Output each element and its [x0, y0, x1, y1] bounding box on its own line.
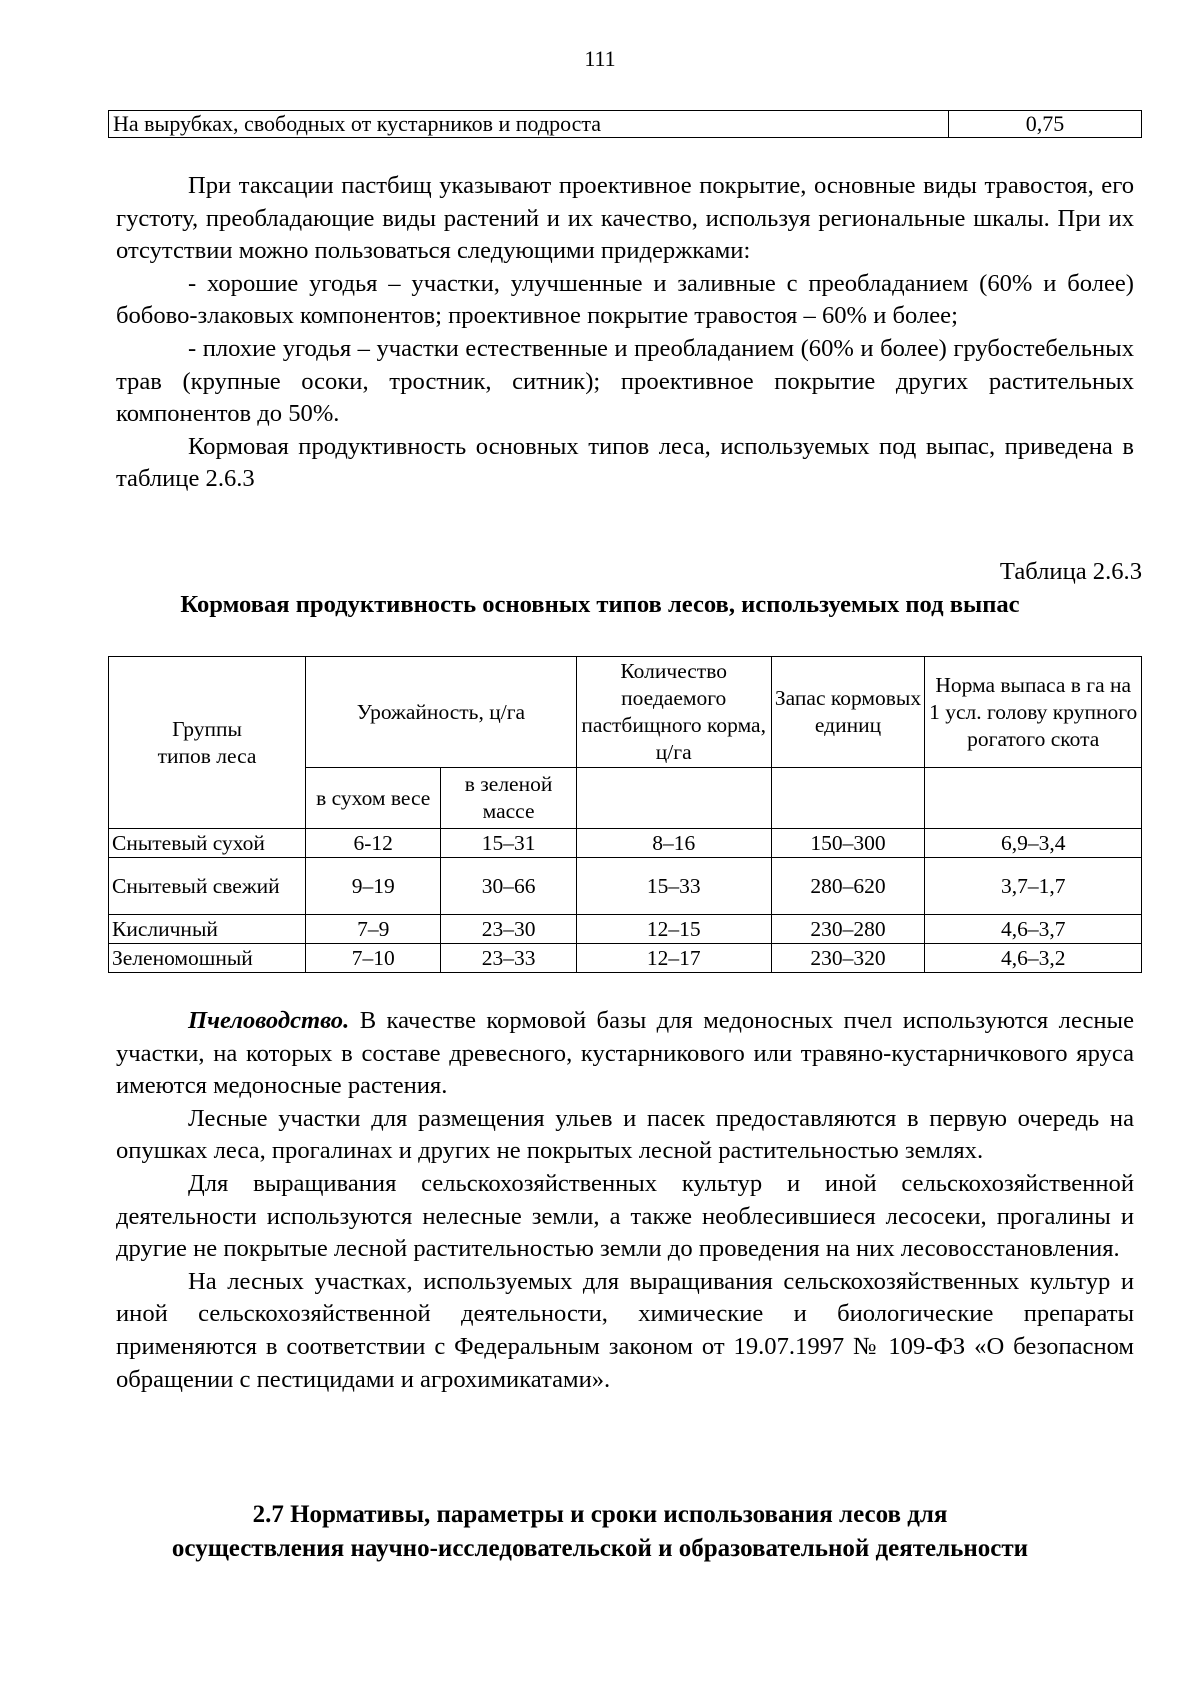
header-norm: Норма выпаса в га на 1 усл. голову крупного рогатого скота: [925, 657, 1142, 768]
forage-table: [108, 656, 1142, 973]
cell-amount: 12–17: [576, 944, 771, 973]
table-row: [109, 111, 1142, 138]
cell-norm: 4,6–3,2: [925, 944, 1142, 973]
table-header-row: [109, 657, 1142, 768]
section-heading-line: осуществления научно-исследовательской и образовательной деятельности: [171, 1535, 1029, 1562]
cell-group: Снытевый сухой: [109, 829, 306, 858]
header-group-line: типов леса: [157, 743, 257, 768]
table-caption: Таблица 2.6.3: [999, 558, 1142, 585]
cell-stock: 150–300: [771, 829, 925, 858]
cell-amount: 8–16: [576, 829, 771, 858]
body-text-2: [116, 1005, 1134, 1396]
cell-dry: 7–9: [306, 915, 441, 944]
header-empty: [771, 768, 925, 829]
beekeeping-text: В качестве кормовой базы для медоносных пчел используются лесные участки, на которых в составе древесного, кустарникового или травяно-кустарничкового яруса имеются медоносные растения.: [116, 1007, 1134, 1100]
cell-stock: 230–320: [771, 944, 925, 973]
cell-group: Снытевый свежий: [109, 858, 306, 915]
body-text-1: [116, 170, 1134, 496]
section-heading: [60, 1498, 1140, 1566]
cell-amount: 12–15: [576, 915, 771, 944]
table-title: Кормовая продуктивность основных типов лесов, используемых под выпас: [180, 591, 1020, 618]
header-green: в зеленой массе: [441, 768, 576, 829]
beekeeping-term: Пчеловодство.: [188, 1007, 350, 1034]
paragraph: Для выращивания сельскохозяйственных культур и иной сельскохозяйственной деятельности используются нелесные земли, а также необлесившиеся лесосеки, прогалины и другие не покрытые лесной растительностью земли до проведения на них лесовосстановления.: [116, 1169, 1134, 1263]
paragraph: На лесных участках, используемых для выращивания сельскохозяйственных культур и иной сельскохозяйственной деятельности, химические и биологические препараты применяются в соответствии с Федеральным законом от 19.07.1997 № 109-ФЗ «О безопасном обращении с пестицидами и агрохимикатами».: [116, 1267, 1134, 1393]
table-row: [109, 829, 1142, 858]
header-group: [109, 657, 306, 829]
cell-stock: 230–280: [771, 915, 925, 944]
paragraph: Кормовая продуктивность основных типов леса, используемых под выпас, приведена в таблице 2.6.3: [116, 432, 1134, 493]
header-dry: в сухом весе: [306, 768, 441, 829]
paragraph: - хорошие угодья – участки, улучшенные и заливные с преобладанием (60% и более) бобово-злаковых компонентов; проективное покрытие травостоя – 60% и более;: [116, 269, 1134, 330]
cell-group: Кисличный: [109, 915, 306, 944]
previous-table-last-row: [108, 110, 1142, 138]
cell-green: 15–31: [441, 829, 576, 858]
row-value: 0,75: [949, 111, 1142, 138]
table-row: [109, 858, 1142, 915]
cell-dry: 9–19: [306, 858, 441, 915]
header-empty: [576, 768, 771, 829]
paragraph: - плохие угодья – участки естественные и преобладанием (60% и более) грубостебельных трав (крупные осоки, тростник, ситник); проективное покрытие других растительных компонентов до 50%.: [116, 334, 1134, 428]
cell-norm: 3,7–1,7: [925, 858, 1142, 915]
cell-amount: 15–33: [576, 858, 771, 915]
cell-norm: 4,6–3,7: [925, 915, 1142, 944]
header-group-line: Группы: [172, 716, 242, 741]
cell-dry: 6-12: [306, 829, 441, 858]
cell-group: Зеленомошный: [109, 944, 306, 973]
cell-green: 30–66: [441, 858, 576, 915]
table-row: [109, 915, 1142, 944]
header-amount: Количество поедаемого пастбищного корма, ц/га: [576, 657, 771, 768]
section-heading-line: 2.7 Нормативы, параметры и сроки использования лесов для: [252, 1501, 948, 1528]
cell-dry: 7–10: [306, 944, 441, 973]
cell-green: 23–30: [441, 915, 576, 944]
cell-green: 23–33: [441, 944, 576, 973]
header-stock: Запас кормовых единиц: [771, 657, 925, 768]
header-empty: [925, 768, 1142, 829]
header-yield: Урожайность, ц/га: [306, 657, 577, 768]
cell-stock: 280–620: [771, 858, 925, 915]
cell-norm: 6,9–3,4: [925, 829, 1142, 858]
row-label: На вырубках, свободных от кустарников и подроста: [109, 111, 949, 138]
paragraph-beekeeping: [116, 1005, 1134, 1103]
page-number: 111: [584, 46, 616, 71]
paragraph: При таксации пастбищ указывают проективное покрытие, основные виды травостоя, его густоту, преобладающие виды растений и их качество, используя региональные шкалы. При их отсутствии можно пользоваться следующими придержками:: [116, 172, 1134, 265]
paragraph: Лесные участки для размещения ульев и пасек предоставляются в первую очередь на опушках леса, прогалинах и других не покрытых лесной растительностью землях.: [116, 1104, 1134, 1165]
table-row: [109, 944, 1142, 973]
